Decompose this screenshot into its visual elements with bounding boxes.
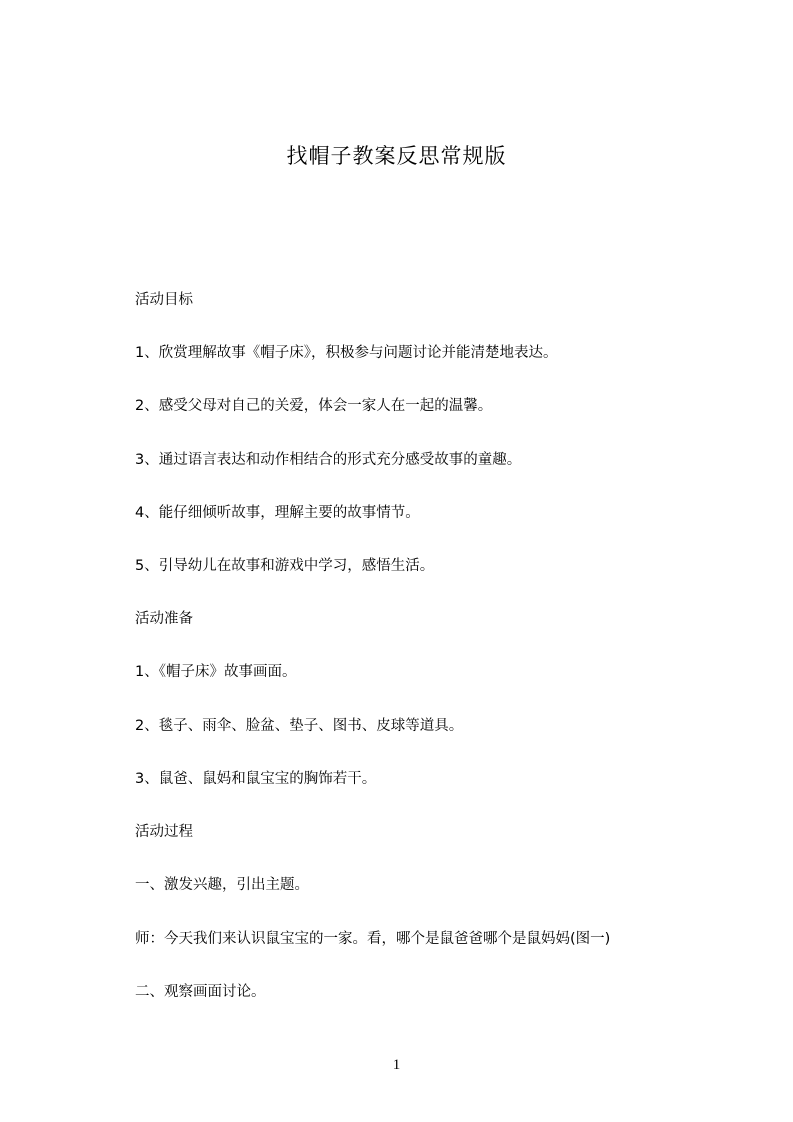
goal-item-5: 5、引导幼儿在故事和游戏中学习，感悟生活。 <box>135 558 435 574</box>
section-heading-preparation: 活动准备 <box>135 611 193 627</box>
preparation-item-2: 2、毯子、雨伞、脸盆、垫子、图书、皮球等道具。 <box>135 718 464 734</box>
section-heading-process: 活动过程 <box>135 824 193 840</box>
preparation-item-1: 1、《帽子床》故事画面。 <box>135 664 297 680</box>
goal-item-3: 3、通过语言表达和动作相结合的形式充分感受故事的童趣。 <box>135 452 522 468</box>
goal-item-1: 1、欣赏理解故事《帽子床》，积极参与问题讨论并能清楚地表达。 <box>135 345 558 361</box>
process-step-1: 一、激发兴趣，引出主题。 <box>135 877 309 893</box>
process-teacher-line: 师：今天我们来认识鼠宝宝的一家。看，哪个是鼠爸爸哪个是鼠妈妈(图一) <box>135 931 611 947</box>
goal-item-4: 4、能仔细倾听故事，理解主要的故事情节。 <box>135 505 420 521</box>
preparation-item-3: 3、鼠爸、鼠妈和鼠宝宝的胸饰若干。 <box>135 771 377 787</box>
process-step-2: 二、观察画面讨论。 <box>135 984 266 1000</box>
page-number: 1 <box>392 1057 401 1073</box>
goal-item-2: 2、感受父母对自己的关爱，体会一家人在一起的温馨。 <box>135 398 493 414</box>
document-title: 找帽子教案反思常规版 <box>286 144 507 168</box>
section-heading-goals: 活动目标 <box>135 292 193 308</box>
